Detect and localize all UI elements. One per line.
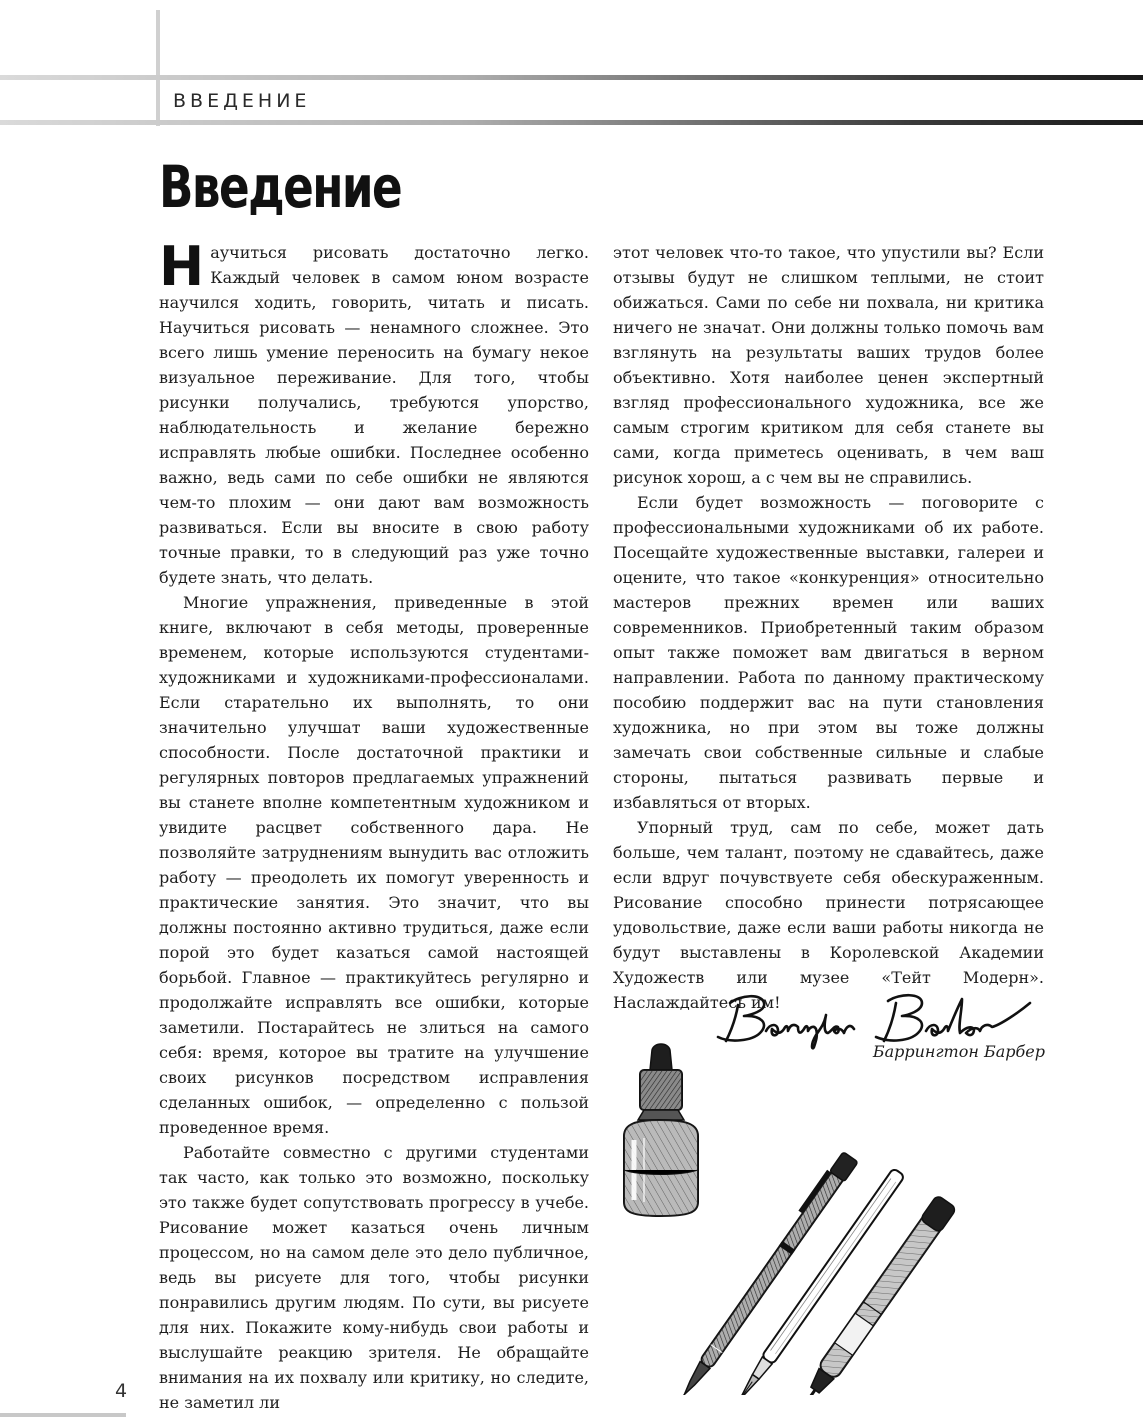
- ink-bottle-and-pens-icon: [610, 1040, 1050, 1395]
- header-top-rule: [0, 75, 1143, 80]
- left-column: [159, 235, 589, 1415]
- paragraph: Если будет возможность — поговорите с профессиональными художниками об их работе. Посещайте художественные выставки, галереи и оцените, что такое «конкуренция» относительно мастеров прежних времен или ваших современников. Приобретенный таким образом опыт также поможет вам двигаться в верном направлении. Работа по данному практическому пособию поддержит вас на пути становления художника, но при этом вы тоже должны замечать свои собственные сильные и слабые стороны, пытаться развивать первые и избавляться от вторых.: [613, 493, 1044, 812]
- page-number: 4: [115, 1380, 128, 1402]
- author-name: Баррингтон Барбер: [872, 1042, 1045, 1061]
- paragraph: этот человек что-то такое, что упустили вы? Если отзывы будут не слишком теплыми, не стоит обижаться. Сами по себе ни похвала, ни критика ничего не значат. Они должны только помочь вам взглянуть на результаты ваших трудов более объективно. Хотя наиболее ценен экспертный взгляд профессионального художника, все же самым строгим критиком для себя станете вы сами, когда приметесь оценивать, в чем ваш рисунок хорош, а с чем вы не справились.: [613, 243, 1044, 487]
- paragraph: [159, 235, 589, 590]
- header-vertical-bar: [156, 10, 160, 126]
- paragraph: Работайте совместно с другими студентами так часто, как только это возможно, поскольку это также будет сопутствовать прогрессу в учебе. Рисование может казаться очень личным процессом, но на самом деле это дело публичное, ведь вы рисуете для того, чтобы рисунки понравились другим людям. По сути, вы рисуете для них. Покажите кому-нибудь свои работы и выслушайте реакцию зрителя. Не обращайте внимания на их похвалу или критику, но следите, не заметил ли: [159, 1143, 589, 1412]
- running-header: ВВЕДЕНИЕ: [173, 90, 311, 112]
- right-column: [613, 240, 1044, 1015]
- footer-bar: [0, 1413, 126, 1417]
- paragraph: Многие упражнения, приведенные в этой книге, включают в себя методы, проверенные временем, которые используются студентами-художниками и художниками-профессионалами. Если старательно их выполнять, то они значительно улучшат ваши художественные способности. После достаточной практики и регулярных повторов предлагаемых упражнений вы станете вполне компетентным художником и увидите расцвет собственного дара. Не позволяйте затруднениям вынудить вас отложить работу — преодолеть их помогут уверенность и практические занятия. Это значит, что вы должны постоянно активно трудиться, даже если порой это будет казаться самой настоящей борьбой. Главное — практикуйтесь регулярно и продолжайте исправлять все ошибки, которые заметили. Постарайтесь не злиться на самого себя: время, которое вы тратите на улучшение своих рисунков посредством исправления сделанных ошибок, — определенно с пользой проведенное время.: [159, 593, 589, 1137]
- drop-cap: Н: [159, 235, 205, 298]
- header-bottom-rule: [0, 120, 1143, 125]
- paragraph-text: аучиться рисовать достаточно легко. Каждый человек в самом юном возрасте научился ходить, говорить, читать и писать. Научиться рисовать — ненамного сложнее. Это всего лишь умение переносить на бумагу некое визуальное переживание. Для того, чтобы рисунки получались, требуются упорство, наблюдательность и желание бережно исправлять любые ошибки. Последнее особенно важно, ведь сами по себе ошибки не являются чем-то плохим — они дают вам возможность развиваться. Если вы вносите в свою работу точные правки, то в следующий раз уже точно будете знать, что делать.: [159, 243, 589, 587]
- page-title: Введение: [159, 153, 402, 221]
- ink-bottle: [624, 1044, 698, 1216]
- paragraph: Упорный труд, сам по себе, может дать больше, чем талант, поэтому не сдавайтесь, даже если вдруг почувствуете себя обескураженным. Рисование способно принести потрясающее удовольствие, даже если ваши работы никогда не будут выставлены в Королевской Академии Художеств или музее «Тейт Модерн». Наслаждайтесь им!: [613, 818, 1044, 1012]
